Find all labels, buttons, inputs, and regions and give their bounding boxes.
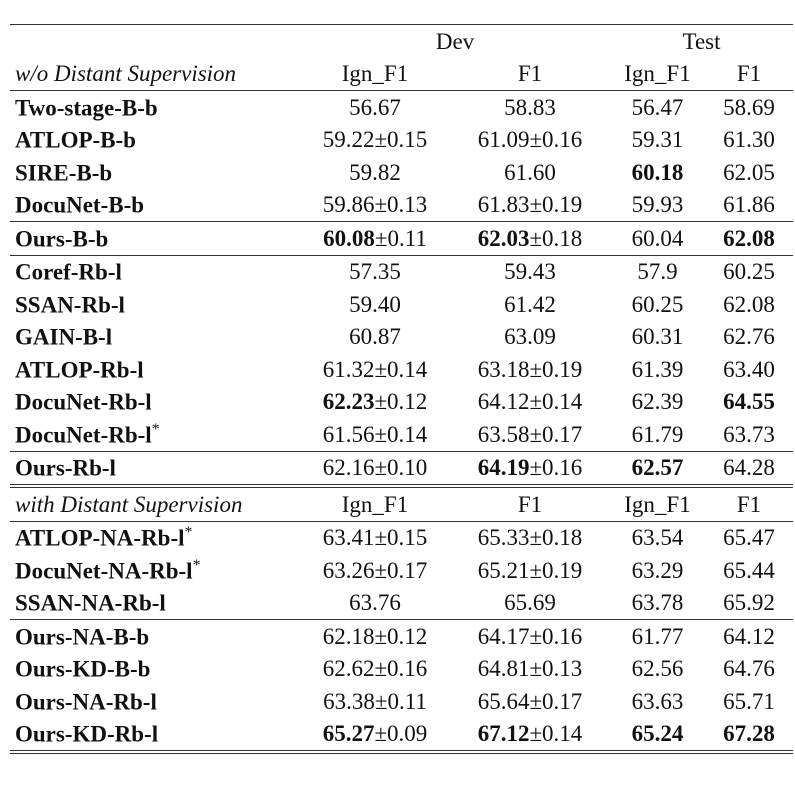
std-dev: ±0.18: [529, 225, 583, 251]
model-name: ATLOP-Rb-l: [15, 357, 144, 383]
col-header-dev-ignf1: Ign_F1: [341, 61, 409, 87]
model-name: Ours-Rb-l: [10, 451, 300, 486]
score-cell: 57.35: [300, 255, 450, 288]
test-group-header: Test: [610, 25, 793, 58]
footnote-marker: *: [151, 420, 160, 438]
score-cell: 63.54: [610, 521, 705, 554]
score-cell: 62.03±0.18: [450, 222, 610, 256]
score-cell: 65.44: [723, 557, 775, 583]
score-cell: 60.18: [631, 159, 684, 185]
std-dev: ±0.09: [374, 721, 428, 747]
table-row: [10, 156, 793, 189]
model-name: Ours-KD-B-b: [15, 657, 151, 683]
score-cell: 59.40: [349, 291, 401, 317]
model-name: DocuNet-NA-Rb-l*: [15, 556, 201, 584]
score-cell: 64.55: [723, 389, 775, 415]
score-cell: 61.60: [504, 159, 556, 185]
score-cell: 65.71: [723, 688, 775, 714]
score-cell: 61.83±0.19: [477, 192, 583, 218]
score-cell: 63.26±0.17: [322, 557, 428, 583]
score-cell: 63.40: [723, 356, 775, 382]
table-row: [10, 222, 793, 256]
score-cell: 61.56±0.14: [322, 421, 428, 447]
score-cell: 67.12±0.14: [450, 718, 610, 753]
model-name: ATLOP-NA-Rb-l*: [10, 521, 300, 554]
model-name: Two-stage-B-b: [10, 91, 300, 124]
score-cell: 62.18±0.12: [300, 620, 450, 653]
table-row: [10, 288, 793, 321]
std-dev: ±0.15: [374, 127, 428, 153]
std-dev: ±0.13: [374, 192, 428, 218]
std-dev: ±0.16: [529, 455, 583, 481]
std-dev: ±0.14: [374, 356, 428, 382]
model-name: SSAN-Rb-l: [15, 292, 125, 318]
score-cell: 59.43: [450, 255, 610, 288]
col-header-test-ignf1: Ign_F1: [624, 61, 691, 87]
model-name: SIRE-B-b: [15, 160, 113, 186]
score-cell: 56.67: [300, 91, 450, 124]
group-header-row: [10, 25, 793, 58]
score-cell: 59.86±0.13: [322, 192, 428, 218]
std-dev: ±0.17: [529, 688, 583, 714]
std-dev: ±0.11: [374, 225, 427, 251]
score-cell: 62.57: [610, 451, 705, 486]
col-header-test-f1: F1: [736, 61, 762, 87]
score-cell: 61.30: [723, 127, 775, 153]
std-dev: ±0.11: [374, 688, 427, 714]
table-row: [10, 451, 793, 486]
score-cell: 62.56: [631, 656, 684, 682]
model-name: SSAN-NA-Rb-l: [15, 591, 166, 617]
std-dev: ±0.15: [374, 525, 428, 551]
score-cell: 58.83: [450, 91, 610, 124]
std-dev: ±0.18: [529, 525, 583, 551]
score-cell: 65.64±0.17: [477, 688, 583, 714]
col-header: Ign_F1: [300, 486, 450, 521]
table-row: [10, 91, 793, 124]
score-cell: 65.69: [504, 590, 556, 616]
col-header: Ign_F1: [610, 486, 705, 521]
std-dev: ±0.12: [374, 623, 428, 649]
std-dev: ±0.16: [529, 623, 583, 649]
std-dev: ±0.17: [374, 557, 428, 583]
score-cell: 65.27±0.09: [300, 718, 450, 753]
model-name: ATLOP-B-b: [15, 128, 136, 154]
table-row: [10, 620, 793, 653]
std-dev: ±0.19: [529, 192, 583, 218]
score-cell: 63.29: [631, 557, 684, 583]
model-name: DocuNet-Rb-l: [15, 390, 152, 416]
score-cell: 63.18±0.19: [477, 356, 583, 382]
model-name: DocuNet-B-b: [15, 193, 145, 219]
score-cell: 62.39: [631, 389, 684, 415]
score-cell: 57.9: [610, 255, 705, 288]
score-cell: 64.81±0.13: [477, 656, 583, 682]
score-cell: 56.47: [610, 91, 705, 124]
score-cell: 64.17±0.16: [450, 620, 610, 653]
model-name: Ours-B-b: [10, 222, 300, 256]
std-dev: ±0.10: [374, 455, 428, 481]
std-dev: ±0.12: [374, 389, 428, 415]
score-cell: 61.86: [723, 192, 775, 218]
score-cell: 60.04: [610, 222, 705, 256]
score-cell: 62.08: [723, 291, 775, 317]
table-row: [10, 685, 793, 718]
score-cell: 64.28: [705, 451, 793, 486]
model-name: Ours-KD-Rb-l: [10, 718, 300, 753]
model-name: DocuNet-Rb-l*: [15, 420, 160, 448]
table-row: [10, 418, 793, 451]
table-row: [10, 587, 793, 620]
score-cell: 64.12: [705, 620, 793, 653]
table-row: [10, 353, 793, 386]
std-dev: ±0.14: [374, 421, 428, 447]
score-cell: 63.58±0.17: [477, 421, 583, 447]
score-cell: 59.82: [349, 159, 401, 185]
dev-group-header: Dev: [300, 25, 610, 58]
section-label-ds: with Distant Supervision: [10, 486, 300, 521]
table-row: [10, 255, 793, 288]
footnote-marker: *: [184, 524, 193, 542]
score-cell: 62.05: [723, 159, 775, 185]
score-cell: 61.32±0.14: [322, 356, 428, 382]
score-cell: 63.38±0.11: [323, 688, 427, 714]
table-row: [10, 653, 793, 686]
score-cell: 61.77: [610, 620, 705, 653]
empty-corner: [10, 25, 300, 58]
score-cell: 63.76: [349, 590, 401, 616]
score-cell: 59.93: [631, 192, 684, 218]
score-cell: 61.79: [631, 421, 684, 447]
score-cell: 60.87: [349, 324, 401, 350]
column-header-row: [10, 58, 793, 91]
std-dev: ±0.13: [529, 656, 583, 682]
score-cell: 64.76: [723, 656, 775, 682]
model-name: Coref-Rb-l: [10, 255, 300, 288]
table-row: [10, 521, 793, 554]
score-cell: 60.08±0.11: [300, 222, 450, 256]
model-name: GAIN-B-l: [15, 325, 113, 351]
std-dev: ±0.19: [529, 557, 583, 583]
score-cell: 61.09±0.16: [477, 127, 583, 153]
std-dev: ±0.17: [529, 421, 583, 447]
table-row: [10, 718, 793, 753]
score-cell: 61.39: [631, 356, 684, 382]
results-table: [10, 24, 793, 754]
table-row: [10, 189, 793, 222]
score-cell: 62.62±0.16: [322, 656, 428, 682]
score-cell: 65.92: [723, 590, 775, 616]
col-header: F1: [705, 486, 793, 521]
score-cell: 60.25: [631, 291, 684, 317]
section-label-no-ds: w/o Distant Supervision: [15, 61, 237, 87]
score-cell: 65.24: [610, 718, 705, 753]
score-cell: 63.73: [723, 421, 775, 447]
score-cell: 59.22±0.15: [322, 127, 428, 153]
score-cell: 60.31: [631, 324, 684, 350]
table-row: [10, 554, 793, 587]
score-cell: 64.12±0.14: [477, 389, 583, 415]
column-header-row: [10, 486, 793, 521]
score-cell: 62.76: [723, 324, 775, 350]
score-cell: 65.21±0.19: [477, 557, 583, 583]
score-cell: 59.31: [631, 127, 684, 153]
model-name: Ours-NA-Rb-l: [15, 689, 157, 715]
table-row: [10, 386, 793, 419]
std-dev: ±0.16: [529, 127, 583, 153]
footnote-marker: *: [192, 556, 201, 574]
score-cell: 67.28: [705, 718, 793, 753]
std-dev: ±0.14: [529, 721, 583, 747]
score-cell: 65.47: [705, 521, 793, 554]
score-cell: 62.23±0.12: [322, 389, 428, 415]
score-cell: 58.69: [705, 91, 793, 124]
std-dev: ±0.16: [374, 656, 428, 682]
score-cell: 61.42: [504, 291, 556, 317]
score-cell: 63.41±0.15: [300, 521, 450, 554]
score-cell: 62.16±0.10: [300, 451, 450, 486]
table-row: [10, 124, 793, 157]
score-cell: 63.09: [504, 324, 556, 350]
score-cell: 63.78: [631, 590, 684, 616]
score-cell: 65.33±0.18: [450, 521, 610, 554]
table-row: [10, 321, 793, 354]
score-cell: 60.25: [705, 255, 793, 288]
col-header: F1: [450, 486, 610, 521]
score-cell: 64.19±0.16: [450, 451, 610, 486]
model-name: Ours-NA-B-b: [10, 620, 300, 653]
score-cell: 63.63: [631, 688, 684, 714]
std-dev: ±0.14: [529, 389, 583, 415]
std-dev: ±0.19: [529, 356, 583, 382]
score-cell: 62.08: [705, 222, 793, 256]
col-header-dev-f1: F1: [517, 61, 543, 87]
